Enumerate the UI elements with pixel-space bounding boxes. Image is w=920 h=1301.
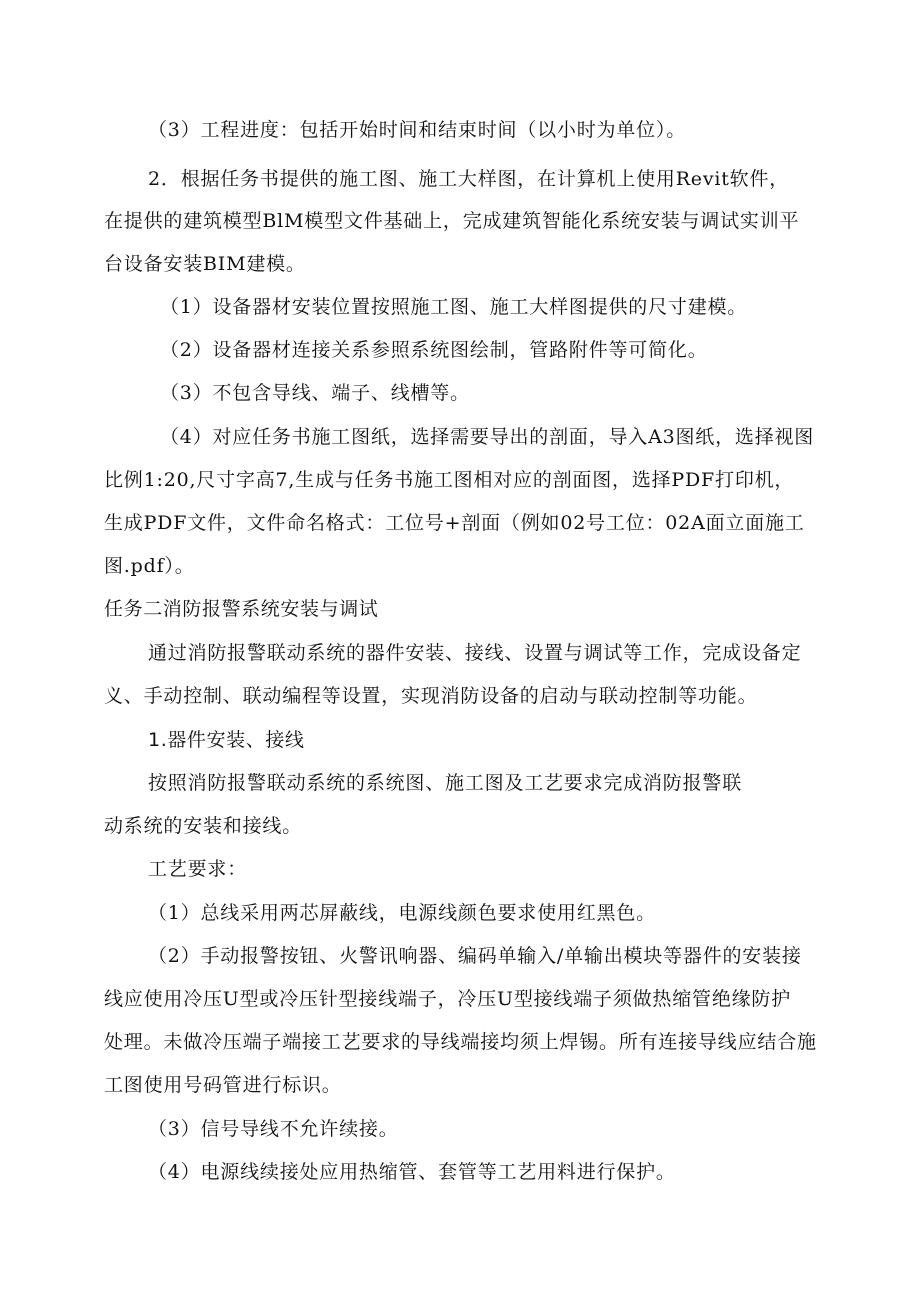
- installation-paragraph-cont: 动系统的安装和接线。: [104, 815, 303, 837]
- subheading-installation: 1.器件安装、接线: [148, 729, 305, 751]
- bim-item-4: （4）对应任务书施工图纸，选择需要导出的剖面，导入A3图纸，选择视图: [160, 426, 815, 448]
- process-requirements-label: 工艺要求：: [148, 858, 248, 880]
- installation-paragraph: 按照消防报警联动系统的系统图、施工图及工艺要求完成消防报警联: [148, 772, 743, 794]
- req-item-3: （3）信号导线不允许续接。: [148, 1118, 399, 1140]
- bim-item-3: （3）不包含导线、端子、线槽等。: [160, 382, 470, 404]
- req-item-2: （2）手动报警按钮、火警讯响器、编码单输入/单输出模块等器件的安装接: [148, 945, 802, 967]
- task2-intro: 通过消防报警联动系统的器件安装、接线、设置与调试等工作，完成设备定: [148, 642, 802, 664]
- section-heading-task2: 任务二消防报警系统安装与调试: [104, 598, 379, 620]
- bim-item-2: （2）设备器材连接关系参照系统图绘制，管路附件等可简化。: [160, 339, 708, 361]
- bim-item-4-cont2: 生成PDF文件，文件命名格式：工位号+剖面（例如02号工位：02A面立面施工: [104, 512, 805, 534]
- req-item-2-end: 工图使用号码管进行标识。: [104, 1074, 342, 1096]
- req-item-4: （4）电源线续接处应用热缩管、套管等工艺用料进行保护。: [148, 1161, 676, 1183]
- req-item-1: （1）总线采用两芯屏蔽线，电源线颜色要求使用红黑色。: [148, 902, 656, 924]
- bim-task-paragraph-end: 台设备安装BIM建模。: [104, 253, 306, 275]
- bim-task-paragraph: 2．根据任务书提供的施工图、施工大样图，在计算机上使用Revit软件，: [148, 168, 790, 190]
- bim-item-4-end: 图.pdf）。: [104, 555, 195, 577]
- bim-item-1: （1）设备器材安装位置按照施工图、施工大样图提供的尺寸建模。: [160, 296, 748, 318]
- bim-item-4-cont1: 比例1:20,尺寸字高7,生成与任务书施工图相对应的剖面图，选择PDF打印机，: [104, 469, 795, 491]
- req-item-2-cont2: 处理。未做冷压端子端接工艺要求的导线端接均须上焊锡。所有连接导线应结合施: [104, 1031, 817, 1053]
- bim-task-paragraph-cont: 在提供的建筑模型BlM模型文件基础上，完成建筑智能化系统安装与调试实训平: [104, 210, 800, 232]
- progress-item: （3）工程进度：包括开始时间和结束时间（以小时为单位）。: [148, 119, 686, 141]
- task2-intro-cont: 义、手动控制、联动编程等设置，实现消防设备的启动与联动控制等功能。: [104, 685, 758, 707]
- req-item-2-cont1: 线应使用冷压U型或冷压针型接线端子，冷压U型接线端子须做热缩管绝缘防护: [104, 988, 792, 1010]
